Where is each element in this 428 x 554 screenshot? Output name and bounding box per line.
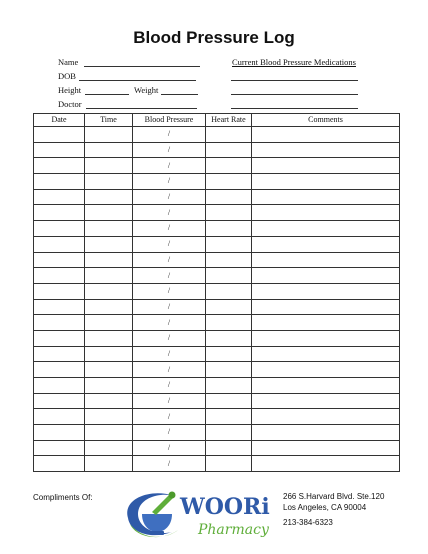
comments-cell[interactable] [252, 127, 400, 143]
time-cell[interactable] [85, 174, 133, 190]
time-cell[interactable] [85, 283, 133, 299]
heart-rate-cell[interactable] [206, 378, 252, 394]
name-field[interactable] [84, 66, 200, 67]
time-cell[interactable] [85, 362, 133, 378]
blood-pressure-cell[interactable]: / [133, 346, 206, 362]
name-label: Name [58, 57, 79, 67]
time-cell[interactable] [85, 142, 133, 158]
comments-cell[interactable] [252, 142, 400, 158]
time-cell[interactable] [85, 127, 133, 143]
woori-pharmacy-logo [122, 484, 272, 546]
date-cell[interactable] [34, 393, 85, 409]
blood-pressure-log-table [33, 113, 400, 472]
blood-pressure-cell[interactable]: / [133, 330, 206, 346]
page-title: Blood Pressure Log [133, 28, 295, 47]
heart-rate-cell[interactable] [206, 346, 252, 362]
comments-cell[interactable] [252, 315, 400, 331]
heart-rate-cell[interactable] [206, 393, 252, 409]
time-cell[interactable] [85, 330, 133, 346]
comments-cell[interactable] [252, 378, 400, 394]
table-header-row [34, 114, 400, 127]
table-row [34, 174, 400, 190]
date-cell[interactable] [34, 158, 85, 174]
comments-cell[interactable] [252, 268, 400, 284]
blood-pressure-cell[interactable]: / [133, 252, 206, 268]
heart-rate-cell[interactable] [206, 174, 252, 190]
table-row [34, 205, 400, 221]
blood-pressure-cell[interactable]: / [133, 142, 206, 158]
date-cell[interactable] [34, 189, 85, 205]
blood-pressure-cell[interactable]: / [133, 362, 206, 378]
blood-pressure-cell[interactable]: / [133, 425, 206, 441]
weight-field[interactable] [161, 94, 198, 95]
date-cell[interactable] [34, 440, 85, 456]
address-line-2: Los Angeles, CA 90004 [283, 503, 367, 512]
time-cell[interactable] [85, 221, 133, 237]
weight-label: Weight [134, 85, 159, 95]
time-cell[interactable] [85, 299, 133, 315]
time-cell[interactable] [85, 346, 133, 362]
blood-pressure-cell[interactable]: / [133, 174, 206, 190]
medication-line-3[interactable] [231, 108, 358, 109]
heart-rate-cell[interactable] [206, 236, 252, 252]
heart-rate-cell[interactable] [206, 205, 252, 221]
doctor-label: Doctor [58, 99, 82, 109]
header-comments: Comments [252, 114, 400, 127]
heart-rate-cell[interactable] [206, 330, 252, 346]
time-cell[interactable] [85, 236, 133, 252]
table-row [34, 456, 400, 472]
heart-rate-cell[interactable] [206, 252, 252, 268]
table-row [34, 299, 400, 315]
time-cell[interactable] [85, 425, 133, 441]
comments-cell[interactable] [252, 189, 400, 205]
table-row [34, 425, 400, 441]
blood-pressure-cell[interactable]: / [133, 221, 206, 237]
table-body [34, 127, 400, 472]
dob-label: DOB [58, 71, 76, 81]
phone-number: 213-384-6323 [283, 518, 333, 527]
comments-cell[interactable] [252, 299, 400, 315]
comments-cell[interactable] [252, 252, 400, 268]
heart-rate-cell[interactable] [206, 315, 252, 331]
header-blood-pressure: Blood Pressure [133, 114, 206, 127]
time-cell[interactable] [85, 189, 133, 205]
date-cell[interactable] [34, 456, 85, 472]
blood-pressure-cell[interactable]: / [133, 378, 206, 394]
dob-field[interactable] [79, 80, 196, 81]
time-cell[interactable] [85, 393, 133, 409]
time-cell[interactable] [85, 378, 133, 394]
comments-cell[interactable] [252, 362, 400, 378]
header-heart-rate: Heart Rate [206, 114, 252, 127]
comments-cell[interactable] [252, 346, 400, 362]
heart-rate-cell[interactable] [206, 221, 252, 237]
blood-pressure-cell[interactable]: / [133, 127, 206, 143]
time-cell[interactable] [85, 158, 133, 174]
date-cell[interactable] [34, 362, 85, 378]
blood-pressure-cell[interactable]: / [133, 283, 206, 299]
time-cell[interactable] [85, 440, 133, 456]
table-row [34, 409, 400, 425]
blood-pressure-cell[interactable]: / [133, 393, 206, 409]
time-cell[interactable] [85, 456, 133, 472]
comments-cell[interactable] [252, 236, 400, 252]
time-cell[interactable] [85, 315, 133, 331]
heart-rate-cell[interactable] [206, 142, 252, 158]
heart-rate-cell[interactable] [206, 127, 252, 143]
comments-cell[interactable] [252, 221, 400, 237]
blood-pressure-cell[interactable]: / [133, 236, 206, 252]
heart-rate-cell[interactable] [206, 409, 252, 425]
compliments-label: Compliments Of: [33, 493, 93, 502]
date-cell[interactable] [34, 346, 85, 362]
date-cell[interactable] [34, 221, 85, 237]
date-cell[interactable] [34, 409, 85, 425]
doctor-field[interactable] [86, 108, 197, 109]
height-label: Height [58, 85, 82, 95]
date-cell[interactable] [34, 378, 85, 394]
comments-cell[interactable] [252, 283, 400, 299]
table-row [34, 378, 400, 394]
blood-pressure-cell[interactable]: / [133, 299, 206, 315]
comments-cell[interactable] [252, 440, 400, 456]
date-cell[interactable] [34, 315, 85, 331]
comments-cell[interactable] [252, 174, 400, 190]
heart-rate-cell[interactable] [206, 283, 252, 299]
date-cell[interactable] [34, 205, 85, 221]
table-row [34, 315, 400, 331]
header-date: Date [34, 114, 85, 127]
table-row [34, 330, 400, 346]
comments-cell[interactable] [252, 330, 400, 346]
table-row [34, 283, 400, 299]
date-cell[interactable] [34, 330, 85, 346]
time-cell[interactable] [85, 252, 133, 268]
medications-label: Current Blood Pressure Medications [232, 57, 356, 67]
date-cell[interactable] [34, 283, 85, 299]
comments-cell[interactable] [252, 409, 400, 425]
table-row [34, 189, 400, 205]
date-cell[interactable] [34, 142, 85, 158]
heart-rate-cell[interactable] [206, 268, 252, 284]
blood-pressure-cell[interactable]: / [133, 456, 206, 472]
time-cell[interactable] [85, 409, 133, 425]
table-row [34, 221, 400, 237]
comments-cell[interactable] [252, 456, 400, 472]
blood-pressure-cell[interactable]: / [133, 189, 206, 205]
medication-line-1[interactable] [231, 80, 358, 81]
blood-pressure-cell[interactable]: / [133, 315, 206, 331]
blood-pressure-cell[interactable]: / [133, 440, 206, 456]
time-cell[interactable] [85, 205, 133, 221]
heart-rate-cell[interactable] [206, 440, 252, 456]
heart-rate-cell[interactable] [206, 362, 252, 378]
address-line-1: 266 S.Harvard Blvd. Ste.120 [283, 492, 385, 501]
table-row [34, 158, 400, 174]
table-row [34, 362, 400, 378]
table-row [34, 268, 400, 284]
comments-cell[interactable] [252, 205, 400, 221]
table-row [34, 236, 400, 252]
blood-pressure-cell[interactable]: / [133, 205, 206, 221]
medication-line-2[interactable] [231, 94, 358, 95]
date-cell[interactable] [34, 236, 85, 252]
table-row [34, 142, 400, 158]
heart-rate-cell[interactable] [206, 189, 252, 205]
blood-pressure-cell[interactable]: / [133, 409, 206, 425]
date-cell[interactable] [34, 252, 85, 268]
comments-cell[interactable] [252, 158, 400, 174]
date-cell[interactable] [34, 268, 85, 284]
blood-pressure-cell[interactable]: / [133, 158, 206, 174]
time-cell[interactable] [85, 268, 133, 284]
heart-rate-cell[interactable] [206, 158, 252, 174]
table-row [34, 252, 400, 268]
date-cell[interactable] [34, 127, 85, 143]
table-row [34, 346, 400, 362]
date-cell[interactable] [34, 299, 85, 315]
blood-pressure-cell[interactable]: / [133, 268, 206, 284]
heart-rate-cell[interactable] [206, 456, 252, 472]
logo-text-top: WOORi [180, 494, 270, 520]
table-row [34, 393, 400, 409]
heart-rate-cell[interactable] [206, 425, 252, 441]
logo-text-bottom: Pharmacy [198, 522, 269, 538]
header-time: Time [85, 114, 133, 127]
table-row [34, 127, 400, 143]
comments-cell[interactable] [252, 425, 400, 441]
height-field[interactable] [85, 94, 129, 95]
table-row [34, 440, 400, 456]
heart-rate-cell[interactable] [206, 299, 252, 315]
date-cell[interactable] [34, 174, 85, 190]
date-cell[interactable] [34, 425, 85, 441]
comments-cell[interactable] [252, 393, 400, 409]
